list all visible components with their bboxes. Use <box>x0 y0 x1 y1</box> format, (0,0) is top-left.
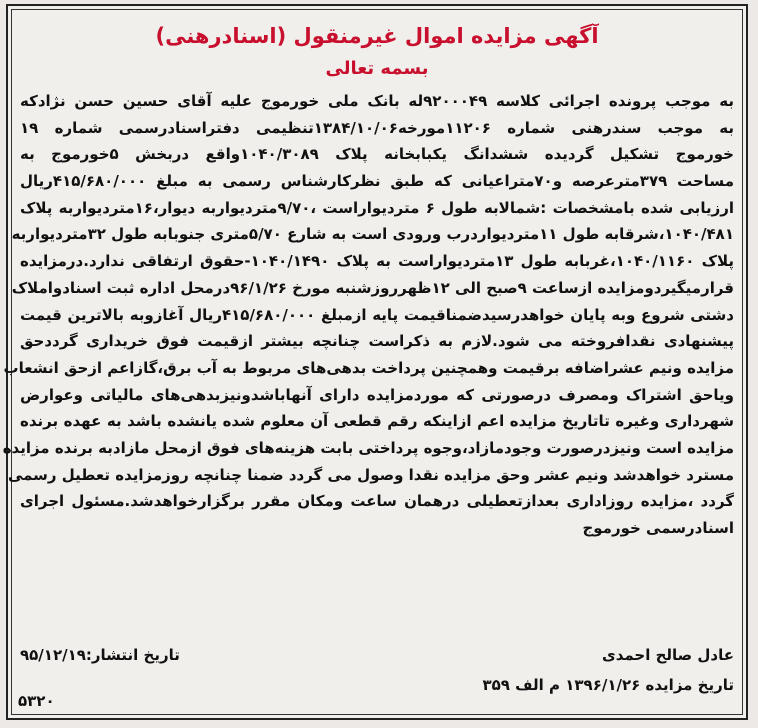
body-line: مسترد خواهدشد ونیم عشر وحق مزایده نقدا وصول می گردد ضمنا چنانچه روزمزایده تعطیل رسمی <box>7 465 734 484</box>
signatory-name: عادل صالح احمدی <box>601 646 734 664</box>
body-line: ارزیابی شده بامشخصات :شمالابه طول ۶ متردیواراست ،۹/۷۰متردیواربه دیوار،۱۶متردیواربه پلاک <box>20 198 734 217</box>
body-line: مزایده ونیم عشراضافه برقیمت وهمچنین پرداخت بدهی‌های مربوط به آب برق،گازاعم ازحق انشعاب <box>3 358 734 377</box>
body-line: پلاک ۱۰۴۰/۱۱۶۰،غربابه طول ۱۳متردیواراست به پلاک ۱۰۴۰/۱۴۹۰-حقوق ارتفاقی ندارد.درمزایده <box>20 252 734 271</box>
body-line: شهرداری وغیره تاتاریخ مزایده اعم ازاینکه رقم قطعی آن معلوم شده یانشده باشد به عهده برنده <box>20 412 734 431</box>
body-line: ۱۰۴۰/۴۸۱،شرقابه طول ۱۱متردیواردرب ورودی است به شارع ۵/۷۰متری جنوبابه طول ۳۲متردیواربه <box>11 225 734 244</box>
notice-title: آگهی مزایده اموال غیرمنقول (اسنادرهنی) <box>155 24 599 48</box>
body-line: قرارمیگیردومزایده ازساعت ۹صبح الی ۱۲ظهرروزشنبه مورخ ۹۶/۱/۲۶درمحل اداره ثبت اسنادواملاک <box>11 278 734 297</box>
body-line: اسنادرسمی خورموج <box>582 519 734 537</box>
notice-code: ۵۳۲۰ <box>18 692 55 710</box>
signature-row <box>20 642 734 668</box>
body-line: مزایده است ونیزدرصورت وجودمازاد،وجوه پرداختی بابت هزینه‌های فوق ازمحل مازادبه برنده مزایده <box>2 438 734 457</box>
body-line: گردد ،مزایده روزاداری بعدازتعطیلی درهمان ساعت ومکان مقرر برگزارخواهدشد.مسئول اجرای <box>20 492 734 511</box>
body-line: پیشنهادی نقدافروخته می شود.لازم به ذکراست چنانچه بیشتر ازقیمت فوق خریداری گرددحق <box>20 332 734 351</box>
body-line: مساحت ۳۷۹مترعرصه و۷۰متراعیانی که طبق نظرکارشناس رسمی به مبلغ ۴۱۵/۶۸۰/۰۰۰ریال <box>20 172 734 191</box>
auction-row <box>20 672 734 698</box>
publish-date: تاریخ انتشار:۹۵/۱۲/۱۹ <box>20 646 180 664</box>
auction-date: تاریخ مزایده ۱۳۹۶/۱/۲۶ م الف ۳۵۹ <box>482 676 734 694</box>
body-line: دشتی شروع وبه پایان خواهدرسیدضمناقیمت پایه ازمبلغ ۴۱۵/۶۸۰/۰۰۰ریال آغازوبه بالاترین قیمت <box>20 305 735 324</box>
notice-frame <box>2 4 748 720</box>
notice-body <box>2 88 735 542</box>
notice-subtitle: بسمه تعالی <box>325 58 429 79</box>
body-line: ویاحق اشتراک ومصرف درصورتی که موردمزایده دارای آنهاباشدونیزبدهی‌های مالیاتی وعوارض <box>20 385 734 404</box>
body-line: به موجب سندرهنی شماره ۱۱۲۰۶مورخه۱۳۸۴/۱۰/۰۶تنظیمی دفتراسنادرسمی شماره ۱۹ <box>20 118 734 137</box>
body-line: خورموج تشکیل گردیده ششدانگ یکبابخانه پلاک ۱۰۴۰/۳۰۸۹واقع دربخش ۵خورموج به <box>20 145 734 164</box>
body-line: به موجب پرونده اجرائی کلاسه ۹۲۰۰۰۴۹له بانک ملی خورموج علیه آقای حسین حسن نژادکه <box>20 92 734 110</box>
